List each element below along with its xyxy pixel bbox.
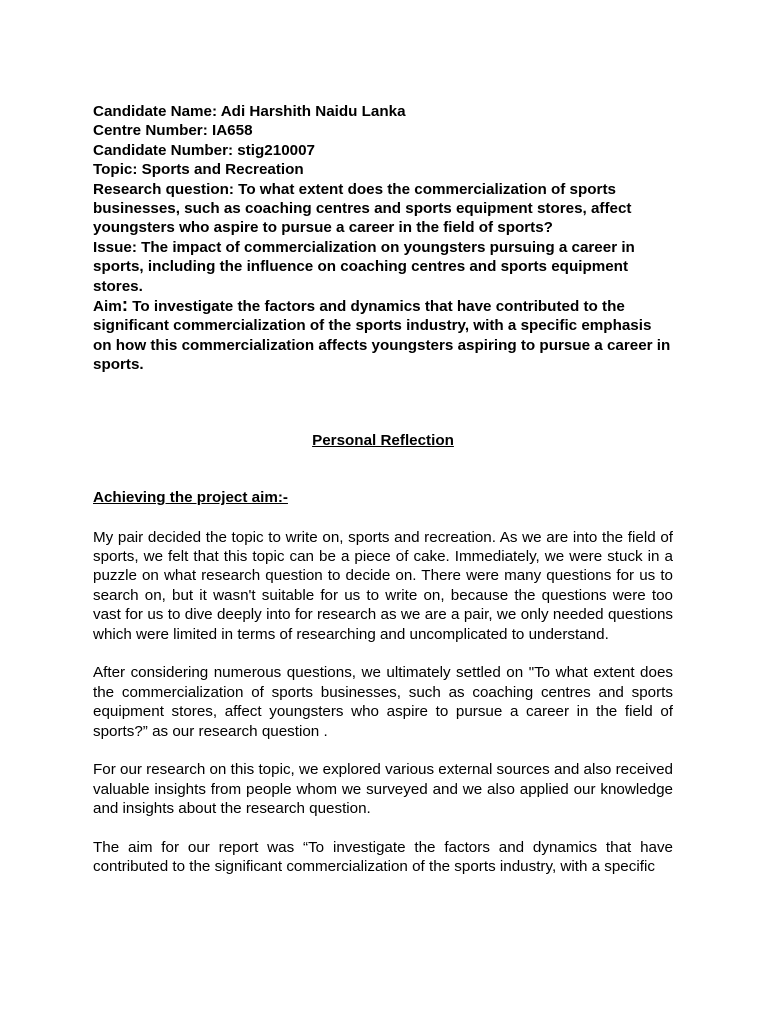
candidate-name: Candidate Name: Adi Harshith Naidu Lanka (93, 103, 406, 120)
paragraph: The aim for our report was “To investigate the factors and dynamics that have contributed to the significant commercialization of the sports industry, with a specific (93, 838, 673, 876)
topic: Topic: Sports and Recreation (93, 161, 304, 179)
aim-text: To investigate the factors and dynamics that have contributed to the significant commercialization of the sports industry, with a specific emphasis on how this commercialization affects youngsters aspiring to pursue a career in sports. (93, 298, 671, 374)
research-question: Research question: To what extent does the commercialization of sports businesses, such as coaching centres and sports equipment stores, affect youngsters who aspire to pursue a career in the field of sports? (93, 180, 632, 237)
aim-label: Aim (93, 298, 122, 316)
section-title: Personal Reflection (312, 431, 454, 449)
document-content (93, 102, 673, 877)
sub-heading: Achieving the project aim:- (93, 489, 288, 507)
candidate-info-block (93, 102, 673, 375)
issue: Issue: The impact of commercialization on youngsters pursuing a career in sports, including the influence on coaching centres and sports equipment stores. (93, 238, 635, 295)
paragraph: My pair decided the topic to write on, sports and recreation. As we are into the field of sports, we felt that this topic can be a piece of cake. Immediately, we were stuck in a puzzle on what research question to decide on. There were many questions for us to search on, but it wasn't suitable for us to write on, because the questions were too vast for us to dive deeply into for research as we are a pair, we only needed questions which were limited in terms of researching and uncomplicated to understand. (93, 528, 673, 643)
candidate-number: Candidate Number: stig210007 (93, 141, 315, 159)
aim (93, 297, 673, 375)
paragraph: For our research on this topic, we explored various external sources and also received valuable insights from people whom we surveyed and we also applied our knowledge and insights about the research question. (93, 761, 673, 818)
aim-colon: : (121, 295, 129, 317)
centre-number: Centre Number: IA658 (93, 122, 253, 140)
paragraph: After considering numerous questions, we ultimately settled on "To what extent does the commercialization of sports businesses, such as coaching centres and sports equipment stores, affect youngsters who aspire to pursue a career in the field of sports?” as our research question . (93, 664, 673, 740)
